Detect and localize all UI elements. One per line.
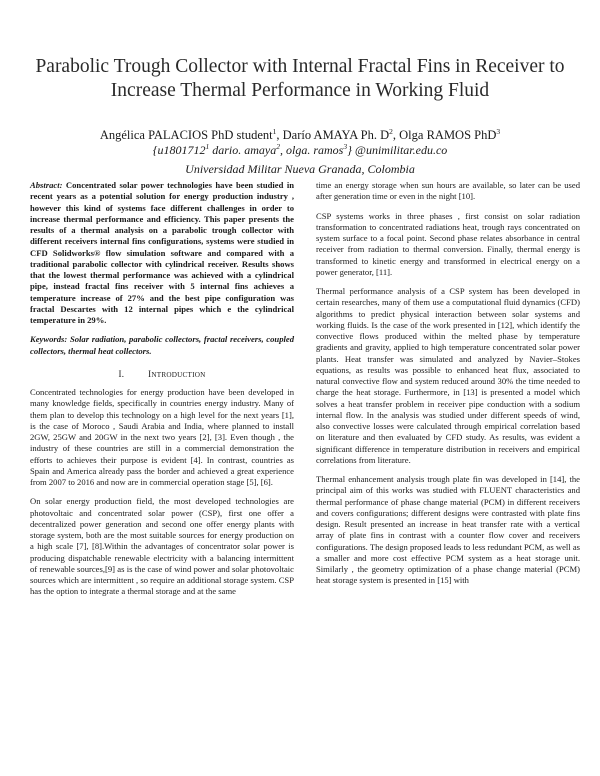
intro-paragraph-2: On solar energy production field, the most developed technologies are photovoltaic and concentrated solar power (CSP), first one offer a decentralized power generation and second one offer energy plants with storage system, both are the most suitable sources for energy production on a high scale [7], [8].Within the advantages of concentrator solar power is producing dispatchable renewable electricity with a balancing intermittent of renewable sources,[9] as is the case of wind power and solar photovoltaic sources which are intermittent , so require an additional storage system. CSP has the option to integrate a thermal storage and at the same — [30, 496, 294, 597]
section-heading-introduction — [30, 369, 294, 381]
right-paragraph-4: Thermal enhancement analysis trough plate fin was developed in [14], the principal aim of this works was studied with FLUENT characteristics and thermal performance of phase change material (PCM) in different receivers and covers configurations; different designs were contrasted with plate fins design. Result presented an increase in heat transfer rate with a vertical array of plate fins in contrast with a counter flow cover and receivers configurations. The design proposed leads to less redundant PCM, as well as a smaller and more cost effective PCM system as a heat storage unit. Similarly , the geometry optimization of a phase change material (PCM) heat storage system is presented in [15] with — [316, 474, 580, 586]
right-paragraph-1: time an energy storage when sun hours are available, so later can be used after generation time or even in the night [10]. — [316, 180, 580, 202]
paper-title: Parabolic Trough Collector with Internal Fractal Fins in Receiver to Increase Thermal Performance in Working Fluid — [35, 56, 565, 101]
email-1: {u1801712 — [152, 143, 206, 157]
section-first-letter: I — [148, 368, 152, 379]
author-3: , Olga RAMOS PhD — [392, 128, 497, 143]
author-2-sup: 2 — [389, 127, 393, 136]
right-paragraph-2: CSP systems works in three phases , first consist on solar radiation transformation to concentrated radiations heat, trough rays concentrated on system surface to a focal point. Second phase relates absorbance in central receiver from radiation to thermal conversion. Finally, thermal energy is transformed to kinetic energy and transformed in electrical energy on a power generator, [11]. — [316, 210, 580, 277]
section-number: I. — [118, 368, 125, 379]
email-1-sup: 1 — [205, 142, 210, 151]
author-1: Angélica PALACIOS PhD student — [99, 128, 273, 143]
right-column — [316, 180, 580, 595]
abstract-label: Abstract: — [30, 180, 63, 190]
email-3: , olga. ramos — [280, 143, 344, 157]
keywords-label: Keywords: — [30, 334, 68, 345]
email-2-sup: 2 — [276, 142, 281, 151]
email-domain: } @unimilitar.edu.co — [347, 143, 448, 157]
intro-paragraph-1: Concentrated technologies for energy production have been developed in many knowledge fields, specifically in countries energy industry. Many of them plan to develop this technology on a high level for the next years [1], is the case of Moroco , Saudi Arabia and India, where planned to install 2GW, 25GW and 20GW in the next two years [2], [3]. Even though , the industry of these countries are still in a commercial demonstration the efforts to achieves their purpose is evident [4]. In contrast, countries as Spain and America already pass the border and achieved a great experience from 2007 to 2016 and now are in commercial operation stage [5], [6]. — [30, 387, 294, 487]
author-3-sup: 3 — [496, 127, 501, 136]
keywords-text: Solar radiation, parabolic collectors, fractal receivers, coupled collectors, thermal heat collectors. — [30, 334, 294, 356]
abstract — [30, 180, 294, 326]
abstract-text: Concentrated solar power technologies have been studied in recent years as a potential solution for energy production industry , however this kind of systems face different challenges in order to increase thermal performance and efficiency. This paper presents the results of a thermal analysis on a parabolic trough collector with different receivers internal fins configurations, systems were studied in CFD Solidworks® flow simulation software and compared with a traditional parabolic collector with cylindrical receiver. Results shows that the lowest thermal performance was achieved with a cylindrical pipe, instead fractal fins receiver with 5 internal fins achieves a temperature increase of 27% and the best pipe configuration was fractal Descartes with 12 internal pipes which e the cylindrical temperature in 29%. — [30, 180, 294, 325]
left-column — [30, 180, 294, 606]
email-2: dario. amaya — [209, 143, 277, 157]
email-3-sup: 3 — [343, 142, 348, 151]
affiliation: Universidad Militar Nueva Granada, Colombia — [185, 162, 415, 176]
author-1-sup: 1 — [272, 127, 277, 136]
section-title-rest: NTRODUCTION — [151, 370, 206, 379]
author-2: , Darío AMAYA Ph. D — [276, 128, 390, 143]
keywords — [30, 334, 294, 357]
email-line — [20, 139, 580, 158]
right-paragraph-3: Thermal performance analysis of a CSP system has been developed in certain researches, many of them use a computational fluid dynamics (CFD) algorithms to predict physical interaction between solar systems and working fluids. Is the case of the work presented in [12], which identify the convective flows produced within the melted phase by temperature gradients and gravity, applied to high temperature concentrated solar power plants. Heat transfer was simulated and analyzed by Navier–Stokes equations, as results was possible to enhanced heat flux, associated to natural convective flow and system reduced around 30% the time needed to charge the heat storage. Furthermore, in [13] is presented a model which solves a heat transfer problem in receiver pipe conduction with a sodium internal flow. In the analysis was studied under different speeds of wind, also convective losses were calculated through empirical correlation based on literature and then evaluated by CFD study. As results, was evident a significant difference in temperature distribution in receivers and empirical correlations from literature. — [316, 286, 580, 465]
